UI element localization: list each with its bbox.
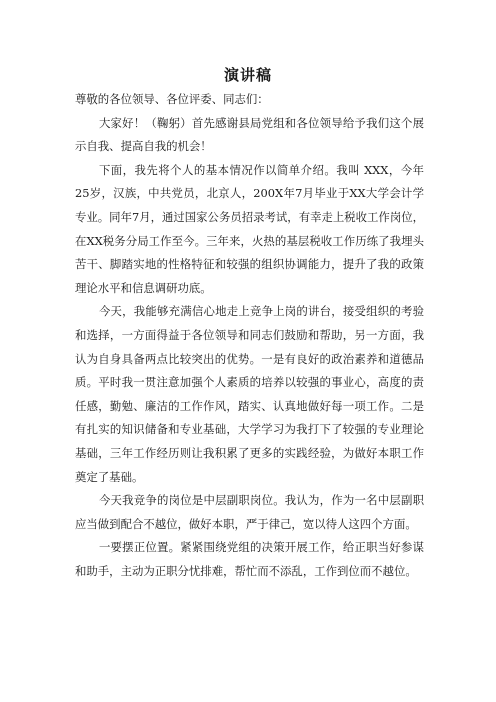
document-body <box>75 88 424 583</box>
paragraph-position: 今天我竞争的岗位是中层副职岗位。我认为，作为一名中层副职应当做到配合不越位，做好本职，严于律己，宽以待人这四个方面。 <box>75 493 424 531</box>
paragraph-self-introduction: 下面，我先将个人的基本情况作以简单介绍。我叫 XXX，今年25岁，汉族，中共党员，北京人，200X年7月毕业于XX大学会计学专业。同年7月，通过国家公务员招录考试，有幸走上税收工作岗位，在XX税务分局工作至今。三年来，火热的基层税收工作历练了我埋头苦干、脚踏实地的性格特征和较强的组织协调能力，提升了我的政策理论水平和信息调研功底。 <box>75 162 424 295</box>
document-title: 演讲稿 <box>223 66 272 84</box>
paragraph-advantages: 今天，我能够充满信心地走上竞争上岗的讲台，接受组织的考验和选择，一方面得益于各位领导和同志们鼓励和帮助，另一方面，我认为自身具备两点比较突出的优势。一是有良好的政治素养和道德品质。平时我一贯注意加强个人素质的培养以较强的事业心，高度的责任感，勤勉、廉洁的工作作风，踏实、认真地做好每一项工作。二是有扎实的知识储备和专业基础，大学学习为我打下了较强的专业理论基础，三年工作经历则让我积累了更多的实践经验，为做好本职工作奠定了基础。 <box>75 304 424 484</box>
salutation: 尊敬的各位领导、各位评委、同志们： <box>75 92 269 106</box>
paragraph-thanks: 大家好！（鞠躬）首先感谢县局党组和各位领导给予我们这个展示自我、提高自我的机会！ <box>75 115 424 154</box>
paragraph-first-point: 一要摆正位置。紧紧围绕党组的决策开展工作，给正职当好参谋和助手，主动为正职分忧排难，帮忙而不添乱，工作到位而不越位。 <box>75 540 424 578</box>
